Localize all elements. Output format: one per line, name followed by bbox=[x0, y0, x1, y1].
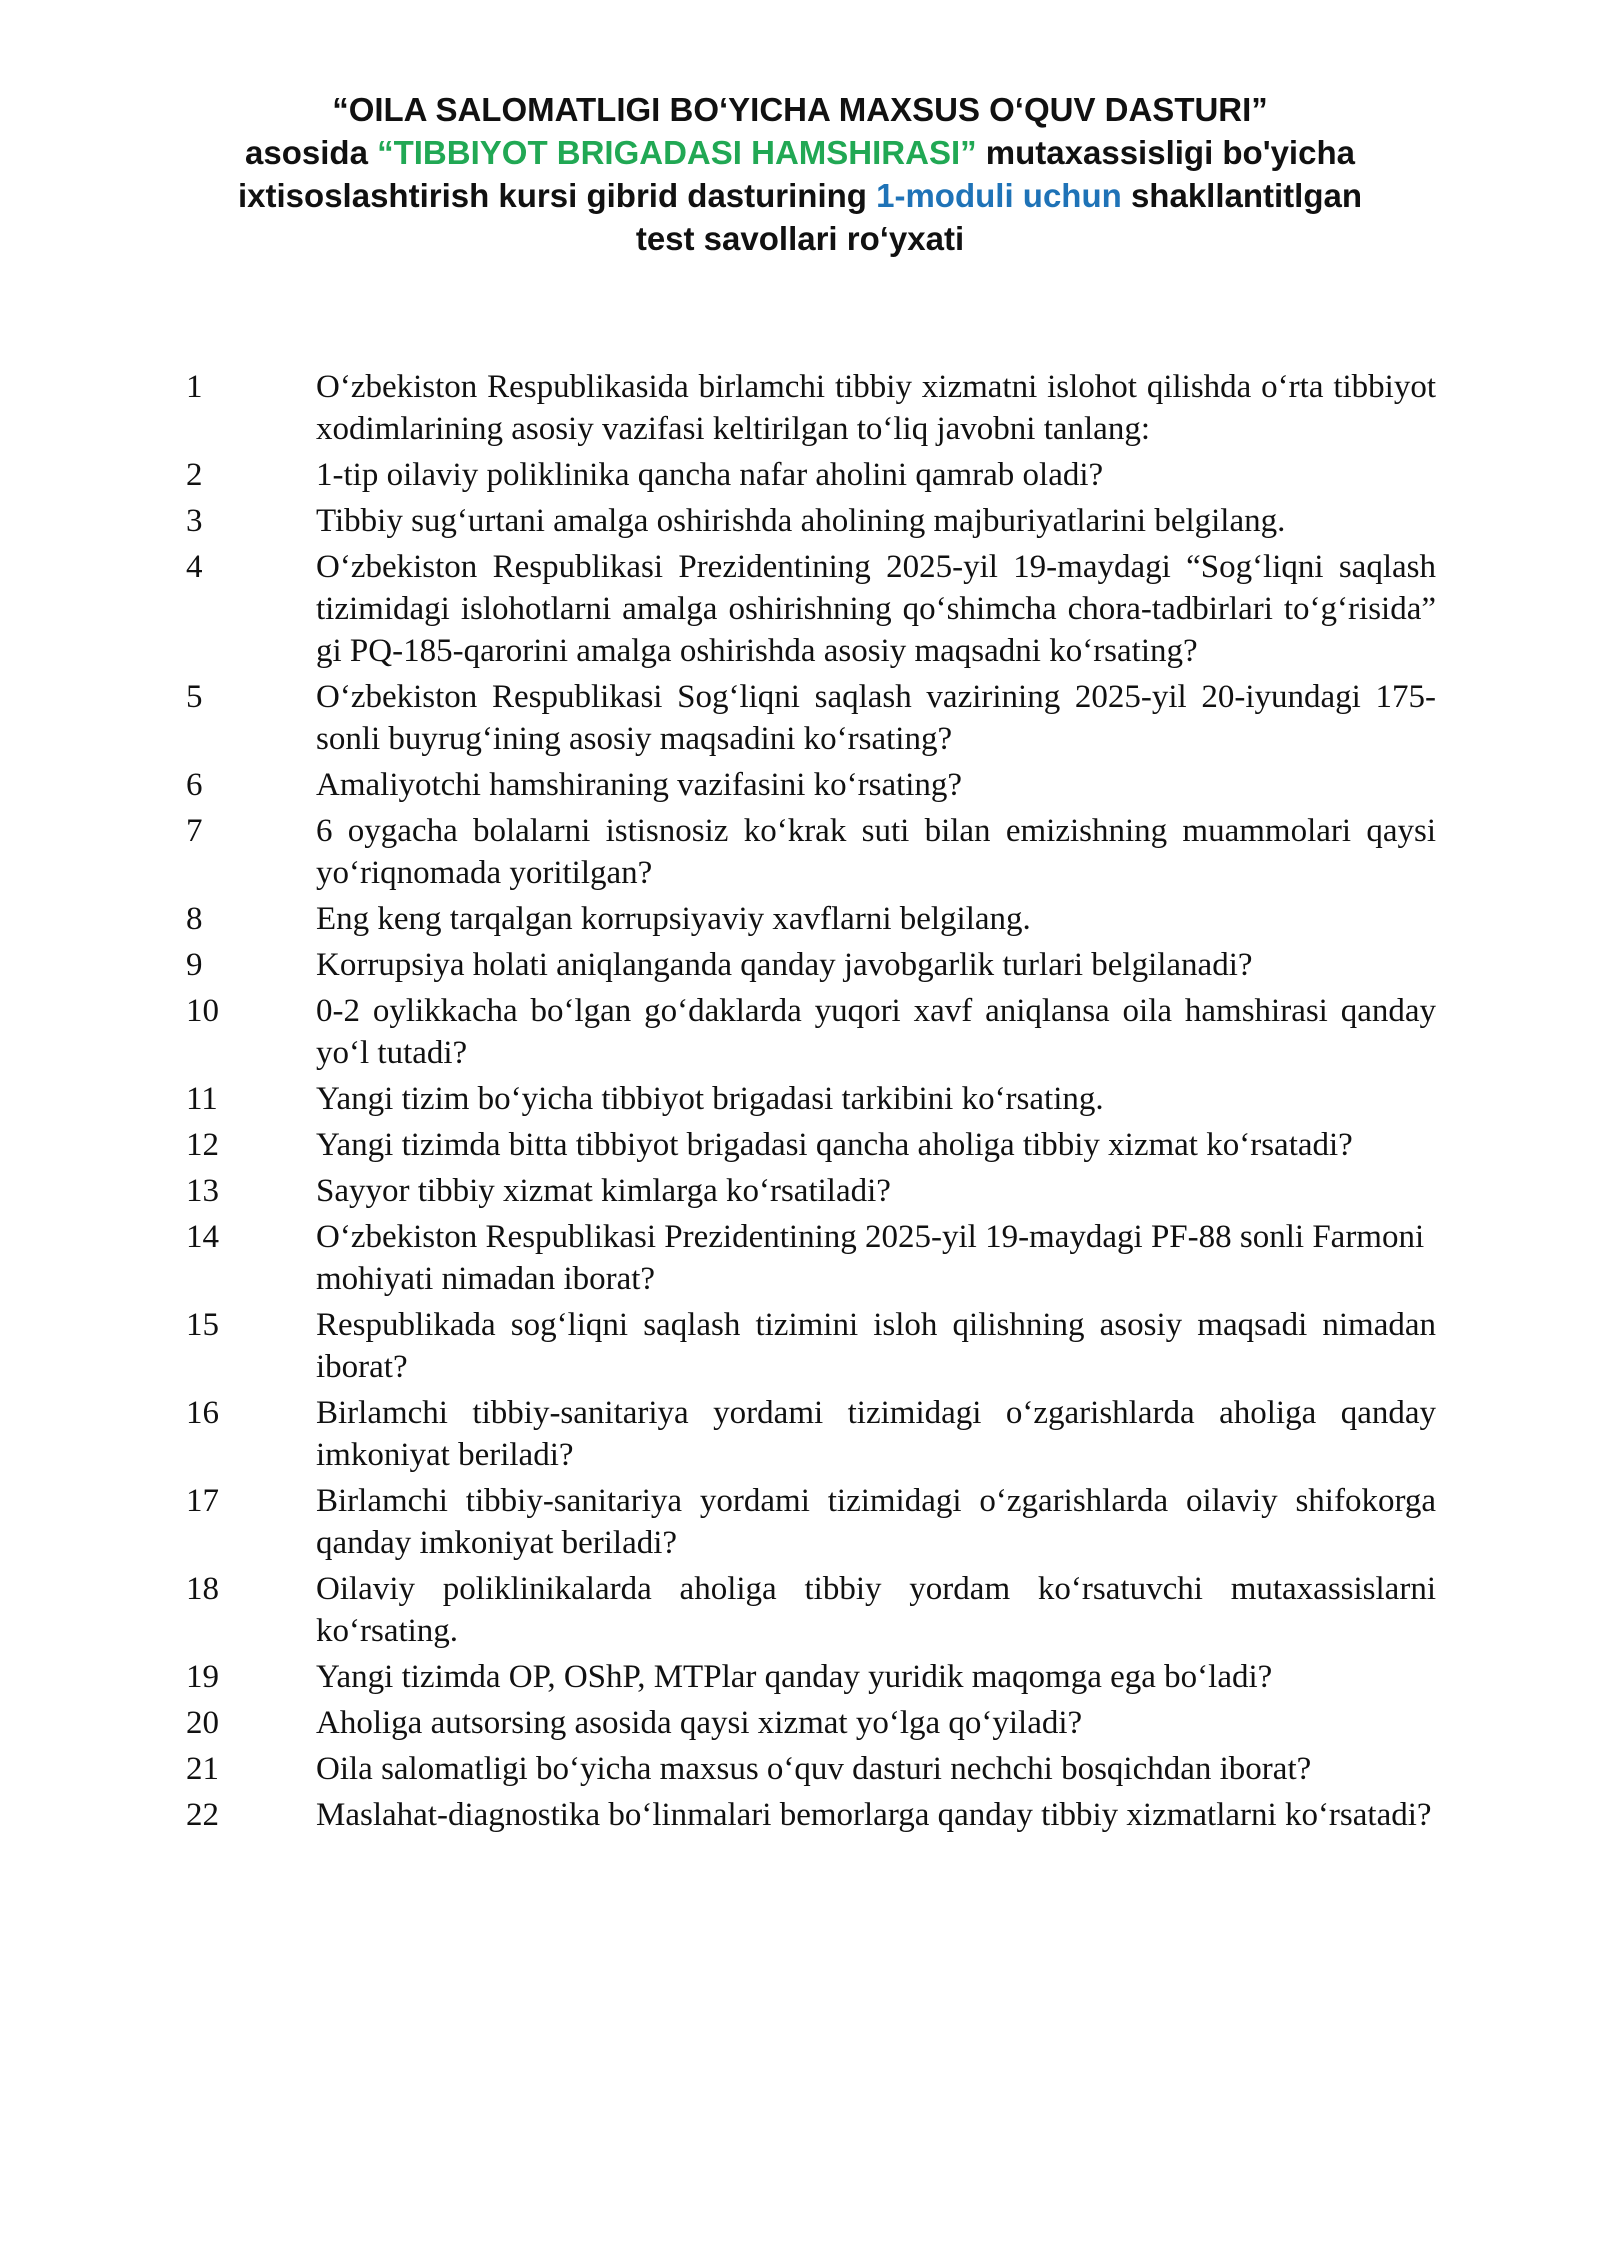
specialty-name: “TIBBIYOT BRIGADASI HAMSHIRASI” bbox=[377, 134, 977, 171]
heading-line-3-pre: ixtisoslashtirish kursi gibrid dasturining bbox=[238, 177, 877, 214]
question-row bbox=[186, 366, 1436, 450]
heading-line-3-post: shakllantitlgan bbox=[1121, 177, 1362, 214]
question-text: Yangi tizimda bitta tibbiyot brigadasi qancha aholiga tibbiy xizmat koʻrsatadi? bbox=[316, 1127, 1353, 1163]
module-name: 1-moduli uchun bbox=[876, 177, 1122, 214]
question-row bbox=[186, 1702, 1436, 1744]
question-number: 17 bbox=[186, 1483, 219, 1519]
question-row bbox=[186, 676, 1436, 760]
question-text: 0-2 oylikkacha boʻlgan goʻdaklarda yuqori xavf aniqlansa oila hamshirasi qanday yoʻl tutadi? bbox=[316, 993, 1436, 1071]
question-number: 10 bbox=[186, 993, 219, 1029]
question-row bbox=[186, 1216, 1436, 1300]
question-text: Oʻzbekiston Respublikasi Prezidentining 2025-yil 19-maydagi PF-88 sonli Farmoni mohiyati nimadan iborat? bbox=[316, 1219, 1425, 1297]
question-number: 19 bbox=[186, 1659, 219, 1695]
question-number: 2 bbox=[186, 457, 203, 493]
heading-line-2-post: mutaxassisligi bo'yicha bbox=[976, 134, 1355, 171]
question-row bbox=[186, 1748, 1436, 1790]
heading-line-2 bbox=[180, 131, 1420, 174]
question-text: Birlamchi tibbiy-sanitariya yordami tizimidagi oʻzgarishlarda aholiga qanday imkoniyat beriladi? bbox=[316, 1395, 1436, 1473]
question-number: 16 bbox=[186, 1395, 219, 1431]
question-text: 6 oygacha bolalarni istisnosiz koʻkrak suti bilan emizishning muammolari qaysi yoʻriqnomada yoritilgan? bbox=[316, 813, 1436, 891]
question-text: Korrupsiya holati aniqlanganda qanday javobgarlik turlari belgilanadi? bbox=[316, 947, 1253, 983]
question-row bbox=[186, 1124, 1436, 1166]
question-row bbox=[186, 810, 1436, 894]
question-text: Oʻzbekiston Respublikasi Sogʻliqni saqlash vazirining 2025-yil 20-iyundagi 175-sonli buyrugʻining asosiy maqsadini koʻrsating? bbox=[316, 679, 1436, 757]
question-text: 1-tip oilaviy poliklinika qancha nafar aholini qamrab oladi? bbox=[316, 457, 1104, 493]
question-row bbox=[186, 1078, 1436, 1120]
question-text: Oila salomatligi boʻyicha maxsus oʻquv dasturi nechchi bosqichdan iborat? bbox=[316, 1751, 1312, 1787]
question-number: 6 bbox=[186, 767, 203, 803]
question-number: 7 bbox=[186, 813, 203, 849]
document-heading bbox=[180, 88, 1420, 260]
question-text: Yangi tizimda OP, OShP, MTPlar qanday yuridik maqomga ega boʻladi? bbox=[316, 1659, 1273, 1695]
question-text: Eng keng tarqalgan korrupsiyaviy xavflarni belgilang. bbox=[316, 901, 1031, 937]
question-row bbox=[186, 1568, 1436, 1652]
question-number: 20 bbox=[186, 1705, 219, 1741]
question-row bbox=[186, 454, 1436, 496]
question-row bbox=[186, 1656, 1436, 1698]
question-number: 15 bbox=[186, 1307, 219, 1343]
question-number: 22 bbox=[186, 1797, 219, 1833]
question-number: 4 bbox=[186, 549, 203, 585]
question-row bbox=[186, 500, 1436, 542]
question-row bbox=[186, 1170, 1436, 1212]
heading-line-1: “OILA SALOMATLIGI BOʻYICHA MAXSUS OʻQUV DASTURI” bbox=[332, 91, 1268, 128]
question-number: 18 bbox=[186, 1571, 219, 1607]
question-text: Yangi tizim boʻyicha tibbiyot brigadasi tarkibini koʻrsating. bbox=[316, 1081, 1104, 1117]
question-text: Birlamchi tibbiy-sanitariya yordami tizimidagi oʻzgarishlarda oilaviy shifokorga qanday imkoniyat beriladi? bbox=[316, 1483, 1436, 1561]
question-number: 5 bbox=[186, 679, 203, 715]
heading-line-2-pre: asosida bbox=[245, 134, 378, 171]
question-number: 9 bbox=[186, 947, 203, 983]
question-text: Tibbiy sugʻurtani amalga oshirishda aholining majburiyatlarini belgilang. bbox=[316, 503, 1286, 539]
question-number: 1 bbox=[186, 369, 203, 405]
question-row bbox=[186, 764, 1436, 806]
question-row bbox=[186, 1392, 1436, 1476]
question-text: Aholiga autsorsing asosida qaysi xizmat yoʻlga qoʻyiladi? bbox=[316, 1705, 1083, 1741]
heading-line-4: test savollari roʻyxati bbox=[635, 220, 965, 257]
question-row bbox=[186, 1794, 1436, 1836]
question-row bbox=[186, 990, 1436, 1074]
question-text: Oʻzbekiston Respublikasi Prezidentining 2025-yil 19-maydagi “Sogʻliqni saqlash tizimidagi islohotlarni amalga oshirishning qoʻshimcha chora-tadbirlari toʻgʻrisida” gi PQ-185-qarorini amalga oshirishda asosiy maqsadni koʻrsating? bbox=[316, 549, 1436, 669]
question-text: Oʻzbekiston Respublikasida birlamchi tibbiy xizmatni islohot qilishda oʻrta tibbiyot xodimlarining asosiy vazifasi keltirilgan toʻliq javobni tanlang: bbox=[316, 369, 1436, 447]
question-number: 12 bbox=[186, 1127, 219, 1163]
question-text: Sayyor tibbiy xizmat kimlarga koʻrsatiladi? bbox=[316, 1173, 891, 1209]
question-number: 11 bbox=[186, 1081, 218, 1117]
question-number: 8 bbox=[186, 901, 203, 937]
question-list bbox=[186, 366, 1436, 1840]
question-row bbox=[186, 944, 1436, 986]
question-number: 21 bbox=[186, 1751, 219, 1787]
question-text: Maslahat-diagnostika boʻlinmalari bemorlarga qanday tibbiy xizmatlarni koʻrsatadi? bbox=[316, 1797, 1432, 1833]
question-number: 13 bbox=[186, 1173, 219, 1209]
question-text: Amaliyotchi hamshiraning vazifasini koʻrsating? bbox=[316, 767, 963, 803]
question-number: 14 bbox=[186, 1219, 219, 1255]
question-row bbox=[186, 1304, 1436, 1388]
question-row bbox=[186, 898, 1436, 940]
question-row bbox=[186, 546, 1436, 672]
question-text: Respublikada sogʻliqni saqlash tizimini isloh qilishning asosiy maqsadi nimadan iborat? bbox=[316, 1307, 1436, 1385]
heading-line-3 bbox=[180, 174, 1420, 217]
question-number: 3 bbox=[186, 503, 203, 539]
question-text: Oilaviy poliklinikalarda aholiga tibbiy yordam koʻrsatuvchi mutaxassislarni koʻrsating. bbox=[316, 1571, 1436, 1649]
question-row bbox=[186, 1480, 1436, 1564]
